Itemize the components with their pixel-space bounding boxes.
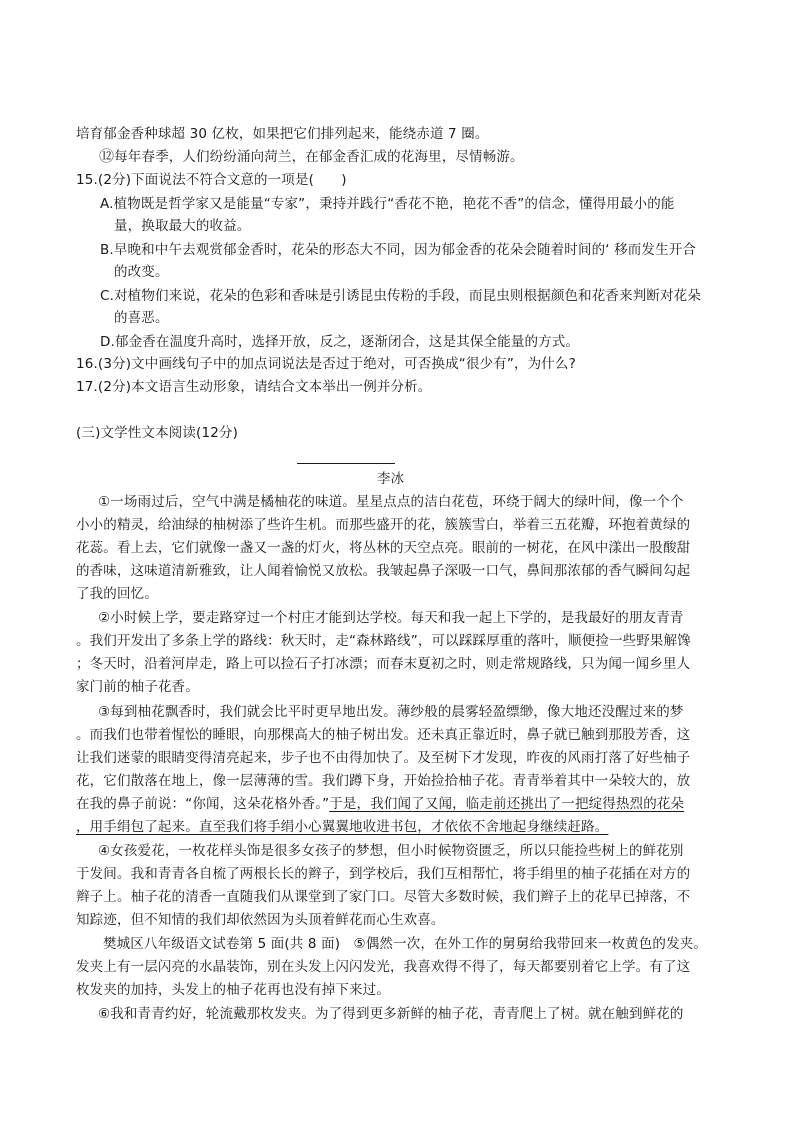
story-p4-line3: 辫子上。柚子花的清香一直随我们从课堂到了家门口。尽管大多数时候，我们辫子上的花早已掉落，不 <box>76 889 691 905</box>
story-p1-line5: 了我的回忆。 <box>76 586 158 602</box>
story-p1-line1: ①一场雨过后，空气中满是橘柚花的味道。星星点点的洁白花苞，环绕于阔大的绿叶间，像一个个 <box>98 494 684 510</box>
author-name: 李冰 <box>377 471 405 487</box>
paragraph-text: 每年春季，人们纷纷涌向菏兰，在郁金香汇成的花海里，尽情畅游。 <box>114 149 524 165</box>
story-p2-line2: 。我们开发出了多条上学的路线：秋天时，走“森林路线”，可以踩踩厚重的落叶，顺便捡一些野果解馋 <box>76 633 691 649</box>
story-p2-line4: 家门前的柚子花香。 <box>76 679 199 695</box>
story-p6-line1: ⑥我和青青约好，轮流戴那枚发夹。为了得到更多新鲜的柚子花，青青爬上了树。就在触到鲜花的 <box>98 1006 684 1022</box>
question-15: 15.(2分)下面说法不符合文意的一项是( ) <box>76 172 347 188</box>
underlined-sentence: 于是，我们闻了又闻，临走前还挑出了一把绽得热烈的花朵 <box>329 796 685 812</box>
option-d: D.郁金香在温度升高时，选择开放，反之，逐渐闭合，这是其保全能量的方式。 <box>100 334 580 350</box>
story-p3-line1: ③每到柚花飘香时，我们就会比平时更早地出发。薄纱般的晨雾轻盈缥缈，像大地还没醒过来的梦 <box>98 704 684 720</box>
option-b-line2: 的改变。 <box>114 264 169 280</box>
question-16: 16.(3分)文中画线句子中的加点词说法是否过于绝对，可否换成“很少有”，为什么? <box>76 356 576 372</box>
story-p5-line2: 发夹上有一层闪亮的水晶装饰，别在头发上闪闪发光，我喜欢得不得了，每天都要别着它上学。有了这 <box>76 959 691 975</box>
story-p2-line3: ；冬天时，沿着河岸走，路上可以捡石子打冰漂；而春末夏初之时，则走常规路线，只为闻一闻乡里人 <box>76 656 691 672</box>
paragraph-12 <box>99 145 749 168</box>
title-blank-line <box>297 463 395 464</box>
page-footer: 樊城区八年级语文试卷第 5 面(共 8 面) <box>103 936 341 952</box>
story-p1-line4: 的香味，这味道清新雅致，让人闻着愉悦又放松。我皱起鼻子深吸一口气，鼻间那浓郁的香气瞬间勾起 <box>76 563 691 579</box>
story-p3-line6: ，用手绢包了起来。直至我们将手绢小心翼翼地收进书包，才依依不舍地起身继续赶路。 <box>76 819 609 835</box>
paragraph-number: ⑫ <box>99 147 115 165</box>
section-heading: (三)文学性文本阅读(12分) <box>76 425 238 441</box>
footer-and-p5 <box>103 933 753 955</box>
story-p5-line3: 枚发夹的加持，头发上的柚子花再也没有掉下来过。 <box>76 982 390 998</box>
story-p3-line5 <box>76 793 726 815</box>
option-a-line1: A.植物既是哲学家又是能量“专家”，秉持并践行“香花不艳，艳花不香”的信念，懂得用最小的能 <box>100 196 675 212</box>
story-p4-line2: 于发间。我和青青各自梳了两根长长的辫子，到学校后，我们互相帮忙，将手绢里的柚子花插在对方的 <box>76 866 691 882</box>
story-p2-line1: ②小时候上学，要走路穿过一个村庄才能到达学校。每天和我一起上下学的，是我最好的朋友青青 <box>98 610 684 626</box>
option-c-line2: 的喜恶。 <box>114 310 169 326</box>
story-p5-line1: ⑤偶然一次，在外工作的舅舅给我带回来一枚黄色的发夹。 <box>353 936 708 952</box>
option-a-line2: 量，换取最大的收益。 <box>114 218 251 234</box>
story-p1-line3: 花蕊。看上去，它们就像一盏又一盏的灯火，将丛林的天空点亮。眼前的一树花，在风中漾出一股酸甜 <box>76 540 691 556</box>
story-p4-line1: ④女孩爱花，一枚花样头饰是很多女孩子的梦想，但小时候物资匮乏，所以只能捡些树上的鲜花别 <box>98 843 684 859</box>
option-c-line1: C.对植物们来说，花朵的色彩和香味是引诱昆虫传粉的手段，而昆虫则根据颜色和花香来判断对花朵 <box>100 288 701 304</box>
option-b-line1: B.早晚和中午去观赏郁金香时，花朵的形态大不同，因为郁金香的花朵会随着时间的‘ 移而发生开合 <box>100 242 697 258</box>
story-p3-line4: 花，它们散落在地上，像一层薄薄的雪。我们蹲下身，开始捡拾柚子花。青青举着其中一朵较大的，放 <box>76 773 691 789</box>
story-p4-line4: 知踪迹，但不知情的我们却依然因为头顶着鲜花而心生欢喜。 <box>76 912 445 928</box>
quote-text: 在我的鼻子前说：“你闻，这朵花格外香。” <box>76 796 330 812</box>
question-17: 17.(2分)本文语言生动形象，请结合文本举出一例并分析。 <box>76 379 432 395</box>
story-p3-line2: 。而我们也带着惺忪的睡眼，向那棵高大的柚子树出发。还未真正靠近时，鼻子就已触到那股芳香，这 <box>76 727 691 743</box>
intro-line: 培育郁金香种球超 30 亿枚，如果把它们排列起来，能绕赤道 7 圈。 <box>76 126 489 142</box>
story-p1-line2: 小小的精灵，给油绿的柚树添了些许生机。而那些盛开的花，簇簇雪白，举着三五花瓣，环抱着黄绿的 <box>76 517 691 533</box>
story-p3-line3: 让我们迷蒙的眼睛变得清亮起来，步子也不由得加快了。及至树下才发现，昨夜的风雨打落了好些柚子 <box>76 750 691 766</box>
